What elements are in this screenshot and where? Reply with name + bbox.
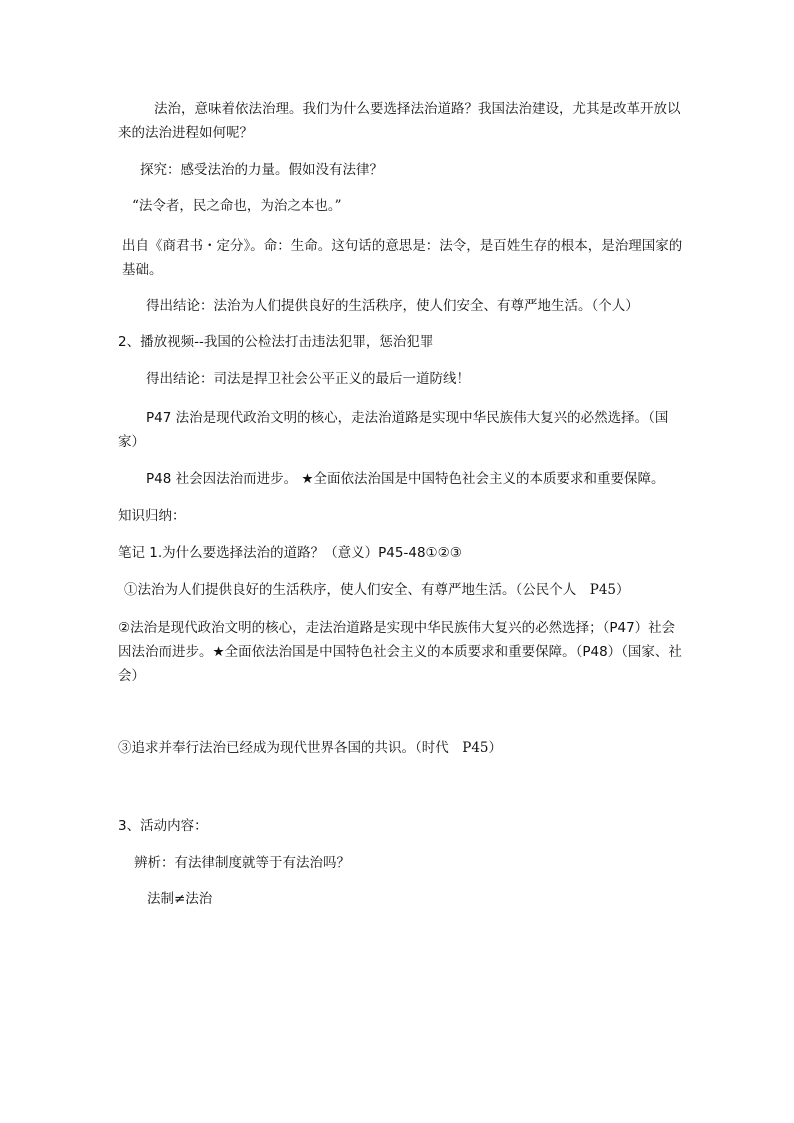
note-point-1: ①法治为人们提供良好的生活秩序，使人们安全、有尊严地生活。（公民个人 P45） xyxy=(124,582,630,598)
inquiry-line: 探究：感受法治的力量。假如没有法律？ xyxy=(140,162,383,178)
intro-paragraph: 法治，意味着依法治理。我们为什么要选择法治道路？我国法治建设，尤其是改革开放以来的法治进程如何呢？ xyxy=(118,101,681,141)
conclusion-justice: 得出结论：司法是捍卫社会公平正义的最后一道防线！ xyxy=(146,371,470,387)
note-point-3: ③追求并奉行法治已经成为现代世界各国的共识。（时代 P45） xyxy=(118,740,503,756)
analysis-question: 辨析：有法律制度就等于有法治吗？ xyxy=(134,855,350,871)
section-3-heading: 3、活动内容： xyxy=(118,818,208,834)
p48-paragraph: P48 社会因法治而进步。 ★全面依法治国是中国特色社会主义的本质要求和重要保障。 xyxy=(146,471,665,487)
note-1-heading: 笔记 1.为什么要选择法治的道路？（意义）P45-48①②③ xyxy=(118,545,462,561)
note-point-2: ②法治是现代政治文明的核心，走法治道路是实现中华民族伟大复兴的必然选择；（P47）社会因法治而进步。★全面依法治国是中国特色社会主义的本质要求和重要保障。（P48）（国家、社会） xyxy=(118,620,682,684)
section-2-heading: 2、播放视频--我国的公检法打击违法犯罪，惩治犯罪 xyxy=(118,334,434,350)
quote-source-paragraph: 出自《商君书・定分》。命：生命。这句话的意思是：法令，是百姓生存的根本，是治理国家的基础。 xyxy=(122,238,683,278)
p47-paragraph: P47 法治是现代政治文明的核心，走法治道路是实现中华民族伟大复兴的必然选择。（国家） xyxy=(118,410,669,450)
rule-by-law-vs-rule-of-law: 法制≠法治 xyxy=(147,891,213,907)
knowledge-summary-heading: 知识归纳： xyxy=(118,508,186,524)
conclusion-individual: 得出结论：法治为人们提供良好的生活秩序，使人们安全、有尊严地生活。（个人） xyxy=(146,298,639,314)
quote-line: “法令者，民之命也，为治之本也。” xyxy=(132,198,342,214)
